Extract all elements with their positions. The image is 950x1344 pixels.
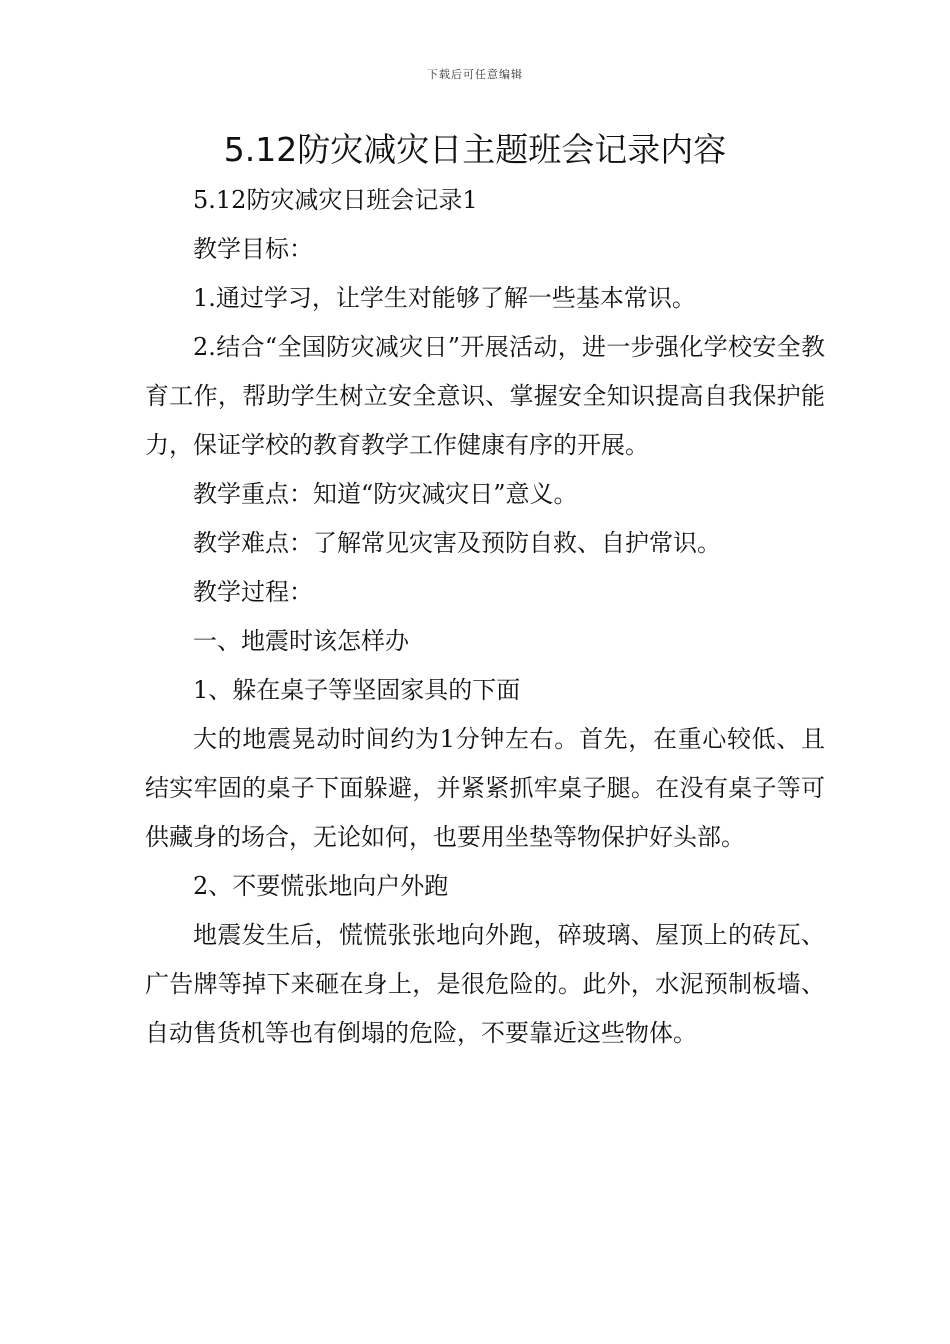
paragraph-record-heading: 5.12防灾减灾日班会记录1 — [193, 186, 478, 214]
paragraph-objective-1: 1.通过学习，让学生对能够了解一些基本常识。 — [193, 284, 696, 312]
paragraph-difficulty: 教学难点：了解常见灾害及预防自救、自护常识。 — [193, 529, 721, 557]
paragraph-process-heading: 教学过程： — [193, 578, 313, 606]
paragraph-objectives-heading: 教学目标： — [193, 235, 313, 263]
paragraph-objective-2: 2.结合“全国防灾减灾日”开展活动，进一步强化学校安全教育工作，帮助学生树立安全意识、掌握安全知识提高自我保护能力，保证学校的教育教学工作健康有序的开展。 — [145, 333, 825, 459]
document-title: 5.12防灾减灾日主题班会记录内容 — [223, 130, 727, 169]
paragraph-item-1-heading: 1、躲在桌子等坚固家具的下面 — [193, 676, 521, 704]
paragraph-item-2-heading: 2、不要慌张地向户外跑 — [193, 872, 449, 900]
paragraph-item-1-body: 大的地震晃动时间约为1分钟左右。首先，在重心较低、且结实牢固的桌子下面躲避，并紧紧抓牢桌子腿。在没有桌子等可供藏身的场合，无论如何，也要用坐垫等物保护好头部。 — [145, 725, 825, 851]
document-body — [145, 176, 825, 1058]
paragraph-section-1-heading: 一、地震时该怎样办 — [193, 627, 409, 655]
paragraph-key-point: 教学重点：知道“防灾减灾日”意义。 — [193, 480, 578, 508]
header-note: 下载后可任意编辑 — [427, 68, 523, 81]
paragraph-item-2-body: 地震发生后，慌慌张张地向外跑，碎玻璃、屋顶上的砖瓦、广告牌等掉下来砸在身上，是很危险的。此外，水泥预制板墙、自动售货机等也有倒塌的危险，不要靠近这些物体。 — [145, 921, 825, 1047]
